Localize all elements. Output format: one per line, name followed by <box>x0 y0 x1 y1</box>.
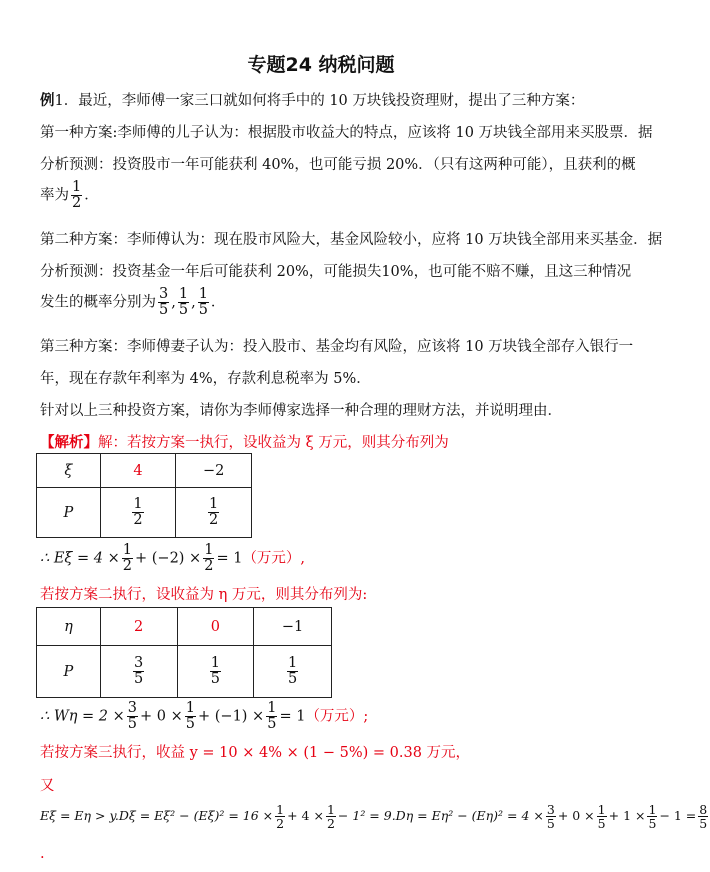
plan1-line2: 分析预测：投资股市一年可能获利 40%，也可能亏损 20%．（只有这两种可能），且获利的概 <box>40 157 636 173</box>
table-row <box>37 454 252 488</box>
table-row <box>37 488 252 538</box>
plan3-line1: 第三种方案：李师傅妻子认为：投入股市、基金均有风险，应该将 10 万块钱全部存入银行一 <box>40 339 634 355</box>
table-cell: 2 <box>100 608 177 646</box>
plan2-fraction: $\frac{1}{5}$ <box>178 286 189 319</box>
distribution-table-1 <box>36 453 252 538</box>
table-cell: P <box>37 646 101 698</box>
table-cell: $\frac{1}{2}$ <box>100 488 176 538</box>
table-cell: −1 <box>254 608 332 646</box>
page-title: 专题24 纳税问题 <box>247 54 395 76</box>
table-row <box>37 646 332 698</box>
table-cell: $\frac{1}{2}$ <box>176 488 252 538</box>
plan1-line3: 率为 $\frac{1}{2}$ ． <box>40 179 99 212</box>
example-intro <box>40 89 584 110</box>
expectation-eq1: ∴ Eξ = 4 × $\frac{1}{2}$ + (−2) × $\frac{1}{2}$ = 1（万元）, <box>40 542 306 575</box>
solution-plan2-intro: 若按方案二执行，设收益为 η 万元，则其分布列为: <box>40 587 368 603</box>
plan2-line2: 分析预测：投资基金一年后可能获利 20%，可能损失10%，也可能不赔不赚，且这三种情况 <box>40 264 632 280</box>
solution-intro: 【解析】解：若按方案一执行，设收益为 ξ 万元，则其分布列为 <box>40 434 449 451</box>
variance-equation: Eξ = Eη > y.Dξ = Eξ² − (Eξ)² = 16 × $\frac{1}{2}$ + 4 × $\frac{1}{2}$ − 1² = 9.Dη = Eη² − (Eη)² = 4 × $\frac{3}{5}$ + 0 × $\frac{1}{5}$ + 1 × $\frac{1}{5}$ − 1 = $\frac{8}{5}$ <box>40 802 708 832</box>
example-label: 例 <box>40 92 55 109</box>
table-cell: 4 <box>100 454 176 488</box>
plan1-line1: 第一种方案:李师傅的儿子认为：根据股市收益大的特点，应该将 10 万块钱全部用来买股票．据 <box>40 125 653 141</box>
table-cell: $\frac{3}{5}$ <box>100 646 177 698</box>
distribution-table-2 <box>36 607 332 698</box>
table-cell: 0 <box>177 608 254 646</box>
expectation-eq2: ∴ Wη = 2 × $\frac{3}{5}$ + 0 × $\frac{1}{5}$ + (−1) × $\frac{1}{5}$ = 1（万元）; <box>40 700 369 733</box>
solution-plan3: 若按方案三执行，收益 y = 10 × 4% × (1 − 5%) = 0.38 万元， <box>40 745 471 761</box>
plan3-line2: 年，现在存款年利率为 4%，存款利息税率为 5%． <box>40 371 371 387</box>
table-cell: P <box>37 488 101 538</box>
table-cell: $\frac{1}{5}$ <box>177 646 254 698</box>
solution-also: 又 <box>40 778 55 794</box>
trailing-period: . <box>40 846 45 862</box>
table-row <box>37 608 332 646</box>
plan1-fraction: $\frac{1}{2}$ <box>72 179 82 212</box>
table-cell: −2 <box>176 454 252 488</box>
example-text: 1．最近，李师傅一家三口就如何将手中的 10 万块钱投资理财，提出了三种方案： <box>54 93 585 109</box>
table-cell: $\frac{1}{5}$ <box>254 646 332 698</box>
solution-tag: 【解析】 <box>40 434 98 451</box>
table-cell: ξ <box>37 454 101 488</box>
question: 针对以上三种投资方案，请你为李师傅家选择一种合理的理财方法，并说明理由． <box>40 403 562 419</box>
plan2-line1: 第二种方案：李师傅认为：现在股市风险大，基金风险较小，应将 10 万块钱全部用来买基金．据 <box>40 232 663 248</box>
table-cell: η <box>37 608 101 646</box>
plan2-fraction: $\frac{3}{5}$ <box>159 286 169 319</box>
plan2-fraction: $\frac{1}{5}$ <box>198 286 208 319</box>
plan2-line3: 发生的概率分别为 $\frac{3}{5}$ , $\frac{1}{5}$ , $\frac{1}{5}$ ． <box>40 286 226 319</box>
